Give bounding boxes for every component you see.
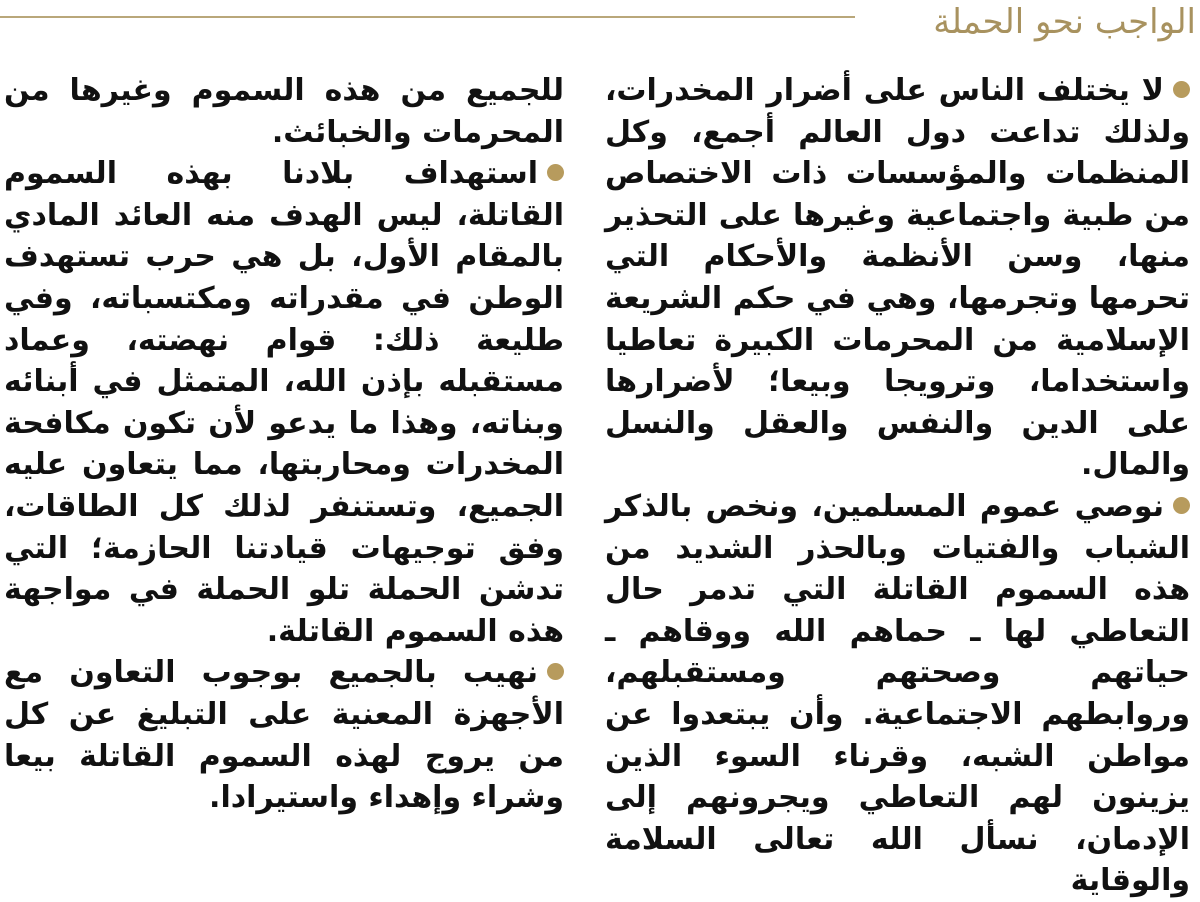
paragraph-text: نوصي عموم المسلمين، ونخص بالذكر الشباب والفتيات وبالحذر الشديد من هذه السموم القاتلة التي تدمر حال التعاطي لها ـ حماهم الله ووقاهم ـ حياتهم وصحتهم ومستقبلهم، وروابطهم الاجتماعية. وأن يبتعدوا عن مواطن الشبه، وقرناء السوء الذين يزينون لهم التعاطي ويجرونهم إلى الإدمان، نسأل الله تعالى السلامة والوقاية xyxy=(605,488,1190,899)
paragraph-text: نهيب بالجميع بوجوب التعاون مع الأجهزة المعنية على التبليغ عن كل من يروج لهذه السموم القاتلة بيعا وشراء وإهداء واستيرادا. xyxy=(4,655,564,816)
paragraph xyxy=(4,652,564,818)
right-column xyxy=(605,70,1190,902)
header xyxy=(0,0,1200,44)
paragraph xyxy=(605,486,1190,902)
paragraph-text: لا يختلف الناس على أضرار المخدرات، ولذلك تداعت دول العالم أجمع، وكل المنظمات والمؤسسات ذات الاختصاص من طبية واجتماعية وغيرها على التحذير منها، وسن الأنظمة والأحكام التي تحرمها وتجرمها، وهي في حكم الشريعة الإسلامية من المحرمات الكبيرة تعاطيا واستخداما، وترويجا وبيعا؛ لأضرارها على الدين والنفس والعقل والنسل والمال. xyxy=(605,73,1190,483)
bullet-icon xyxy=(1173,81,1190,98)
bullet-icon xyxy=(547,164,564,181)
page-title: الواجب نحو الحملة xyxy=(933,2,1196,42)
bullet-icon xyxy=(1173,497,1190,514)
paragraph xyxy=(605,70,1190,486)
paragraph-text: استهداف بلادنا بهذه السموم القاتلة، ليس الهدف منه العائد المادي بالمقام الأول، بل هي حرب تستهدف الوطن في مقدراته ومكتسباته، وفي طليعة ذلك: قوام نهضته، وعماد مستقبله بإذن الله، المتمثل في أبنائه وبناته، وهذا ما يدعو لأن تكون مكافحة المخدرات ومحاربتها، مما يتعاون عليه الجميع، وتستنفر لذلك كل الطاقات، وفق توجيهات قيادتنا الحازمة؛ التي تدشن الحملة تلو الحملة في مواجهة هذه السموم القاتلة. xyxy=(4,156,564,649)
bullet-icon xyxy=(547,663,564,680)
header-rule xyxy=(0,16,855,18)
paragraph xyxy=(4,153,564,652)
paragraph-continuation xyxy=(4,70,564,153)
left-column xyxy=(4,70,564,819)
paragraph-text: للجميع من هذه السموم وغيرها من المحرمات والخبائث. xyxy=(4,73,564,150)
